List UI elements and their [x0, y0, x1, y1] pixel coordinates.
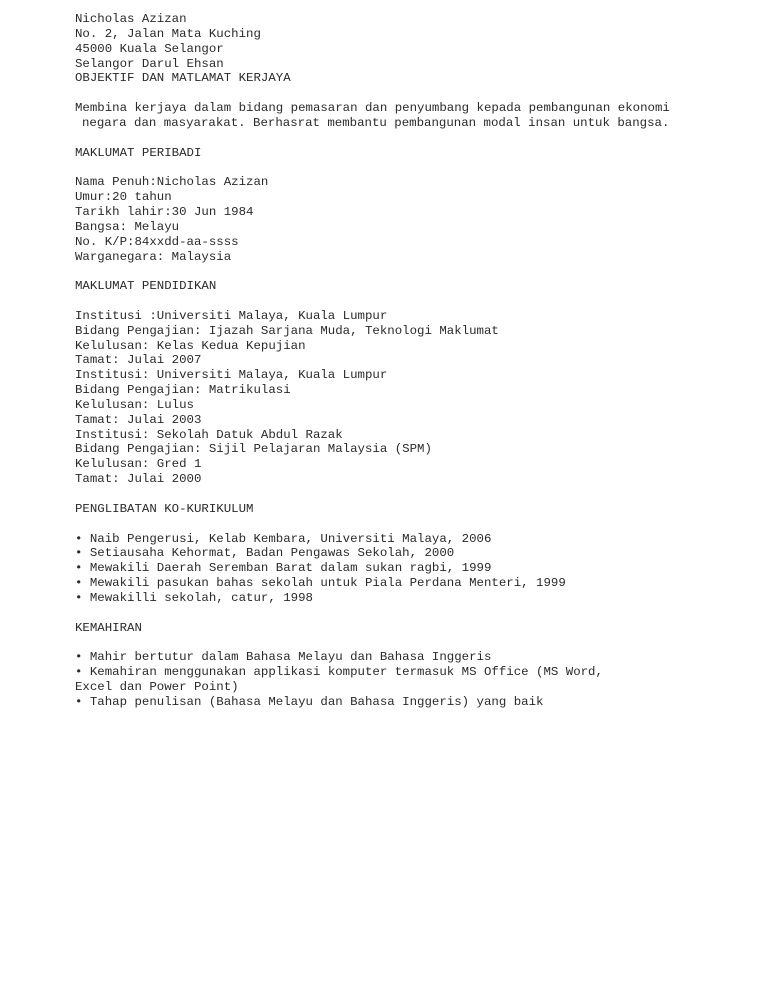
- cocurricular-section: [75, 502, 735, 606]
- list-item-text: Mewakili pasukan bahas sekolah untuk Piala Perdana Menteri, 1999: [89, 576, 566, 591]
- education-item: Kelulusan: Lulus: [75, 397, 194, 412]
- personal-item: Warganegara: Malaysia: [75, 249, 232, 264]
- address-line-1: No. 2, Jalan Mata Kuching: [75, 26, 261, 41]
- list-item-continuation: Excel dan Power Point): [75, 679, 239, 694]
- education-item: Bidang Pengajian: Sijil Pelajaran Malaysia (SPM): [75, 442, 432, 457]
- education-item: Institusi :Universiti Malaya, Kuala Lumpur: [75, 308, 388, 323]
- bullet-icon: •: [75, 650, 83, 665]
- spacer: [75, 160, 735, 175]
- spacer: [75, 517, 735, 532]
- education-section: [75, 279, 735, 487]
- bullet-icon: •: [75, 576, 83, 591]
- spacer: [75, 635, 735, 650]
- personal-item: Nama Penuh:Nicholas Azizan: [75, 175, 269, 190]
- education-item: Tamat: Julai 2000: [75, 472, 202, 487]
- list-item: [75, 695, 735, 710]
- spacer: [75, 131, 735, 146]
- list-item: [75, 650, 735, 665]
- personal-item: Umur:20 tahun: [75, 190, 172, 205]
- education-item: Bidang Pengajian: Matrikulasi: [75, 383, 291, 398]
- address-line-2: 45000 Kuala Selangor: [75, 41, 224, 56]
- personal-item: Bangsa: Melayu: [75, 219, 180, 234]
- list-item: [75, 532, 735, 547]
- resume-document: [75, 12, 735, 710]
- list-item-text: Mahir bertutur dalam Bahasa Melayu dan Bahasa Inggeris: [89, 650, 492, 665]
- list-item-text: Mewakilli sekolah, catur, 1998: [89, 590, 313, 605]
- applicant-name: Nicholas Azizan: [75, 12, 187, 26]
- spacer: [75, 86, 735, 101]
- education-item: Kelulusan: Kelas Kedua Kepujian: [75, 338, 306, 353]
- list-item: [75, 546, 735, 561]
- list-item-text: Setiausaha Kehormat, Badan Pengawas Sekolah, 2000: [89, 546, 455, 561]
- bullet-icon: •: [75, 531, 83, 546]
- education-item: Kelulusan: Gred 1: [75, 457, 202, 472]
- objective-section: [75, 71, 735, 130]
- bullet-icon: •: [75, 694, 83, 709]
- section-heading-objective: OBJEKTIF DAN MATLAMAT KERJAYA: [75, 71, 291, 86]
- header-block: [75, 12, 735, 71]
- education-item: Tamat: Julai 2003: [75, 412, 202, 427]
- section-heading-education: MAKLUMAT PENDIDIKAN: [75, 279, 217, 294]
- personal-item: No. K/P:84xxdd-aa-ssss: [75, 234, 239, 249]
- list-item-text: Naib Pengerusi, Kelab Kembara, Universiti Malaya, 2006: [89, 531, 492, 546]
- section-heading-skills: KEMAHIRAN: [75, 620, 142, 635]
- bullet-icon: •: [75, 590, 83, 605]
- spacer: [75, 487, 735, 502]
- spacer: [75, 606, 735, 621]
- bullet-icon: •: [75, 546, 83, 561]
- list-item: [75, 665, 735, 680]
- education-item: Bidang Pengajian: Ijazah Sarjana Muda, Teknologi Maklumat: [75, 323, 499, 338]
- spacer: [75, 264, 735, 279]
- list-item: [75, 561, 735, 576]
- list-item: [75, 591, 735, 606]
- section-heading-cocurricular: PENGLIBATAN KO-KURIKULUM: [75, 501, 254, 516]
- list-item-text: Mewakili Daerah Seremban Barat dalam sukan ragbi, 1999: [89, 561, 492, 576]
- personal-item: Tarikh lahir:30 Jun 1984: [75, 204, 254, 219]
- list-item-text: Tahap penulisan (Bahasa Melayu dan Bahasa Inggeris) yang baik: [89, 694, 544, 709]
- address-line-3: Selangor Darul Ehsan: [75, 56, 224, 71]
- list-item-text: Kemahiran menggunakan applikasi komputer termasuk MS Office (MS Word,: [89, 665, 603, 680]
- objective-text-line-2: negara dan masyarakat. Berhasrat membantu pembangunan modal insan untuk bangsa.: [82, 115, 670, 130]
- personal-section: [75, 146, 735, 265]
- bullet-icon: •: [75, 561, 83, 576]
- skills-section: [75, 621, 735, 710]
- education-item: Institusi: Sekolah Datuk Abdul Razak: [75, 427, 343, 442]
- objective-text-line-1: Membina kerjaya dalam bidang pemasaran dan penyumbang kepada pembangunan ekonomi: [75, 101, 670, 116]
- section-heading-personal: MAKLUMAT PERIBADI: [75, 145, 202, 160]
- spacer: [75, 294, 735, 309]
- bullet-icon: •: [75, 665, 83, 680]
- education-item: Institusi: Universiti Malaya, Kuala Lumpur: [75, 368, 388, 383]
- list-item: [75, 576, 735, 591]
- education-item: Tamat: Julai 2007: [75, 353, 202, 368]
